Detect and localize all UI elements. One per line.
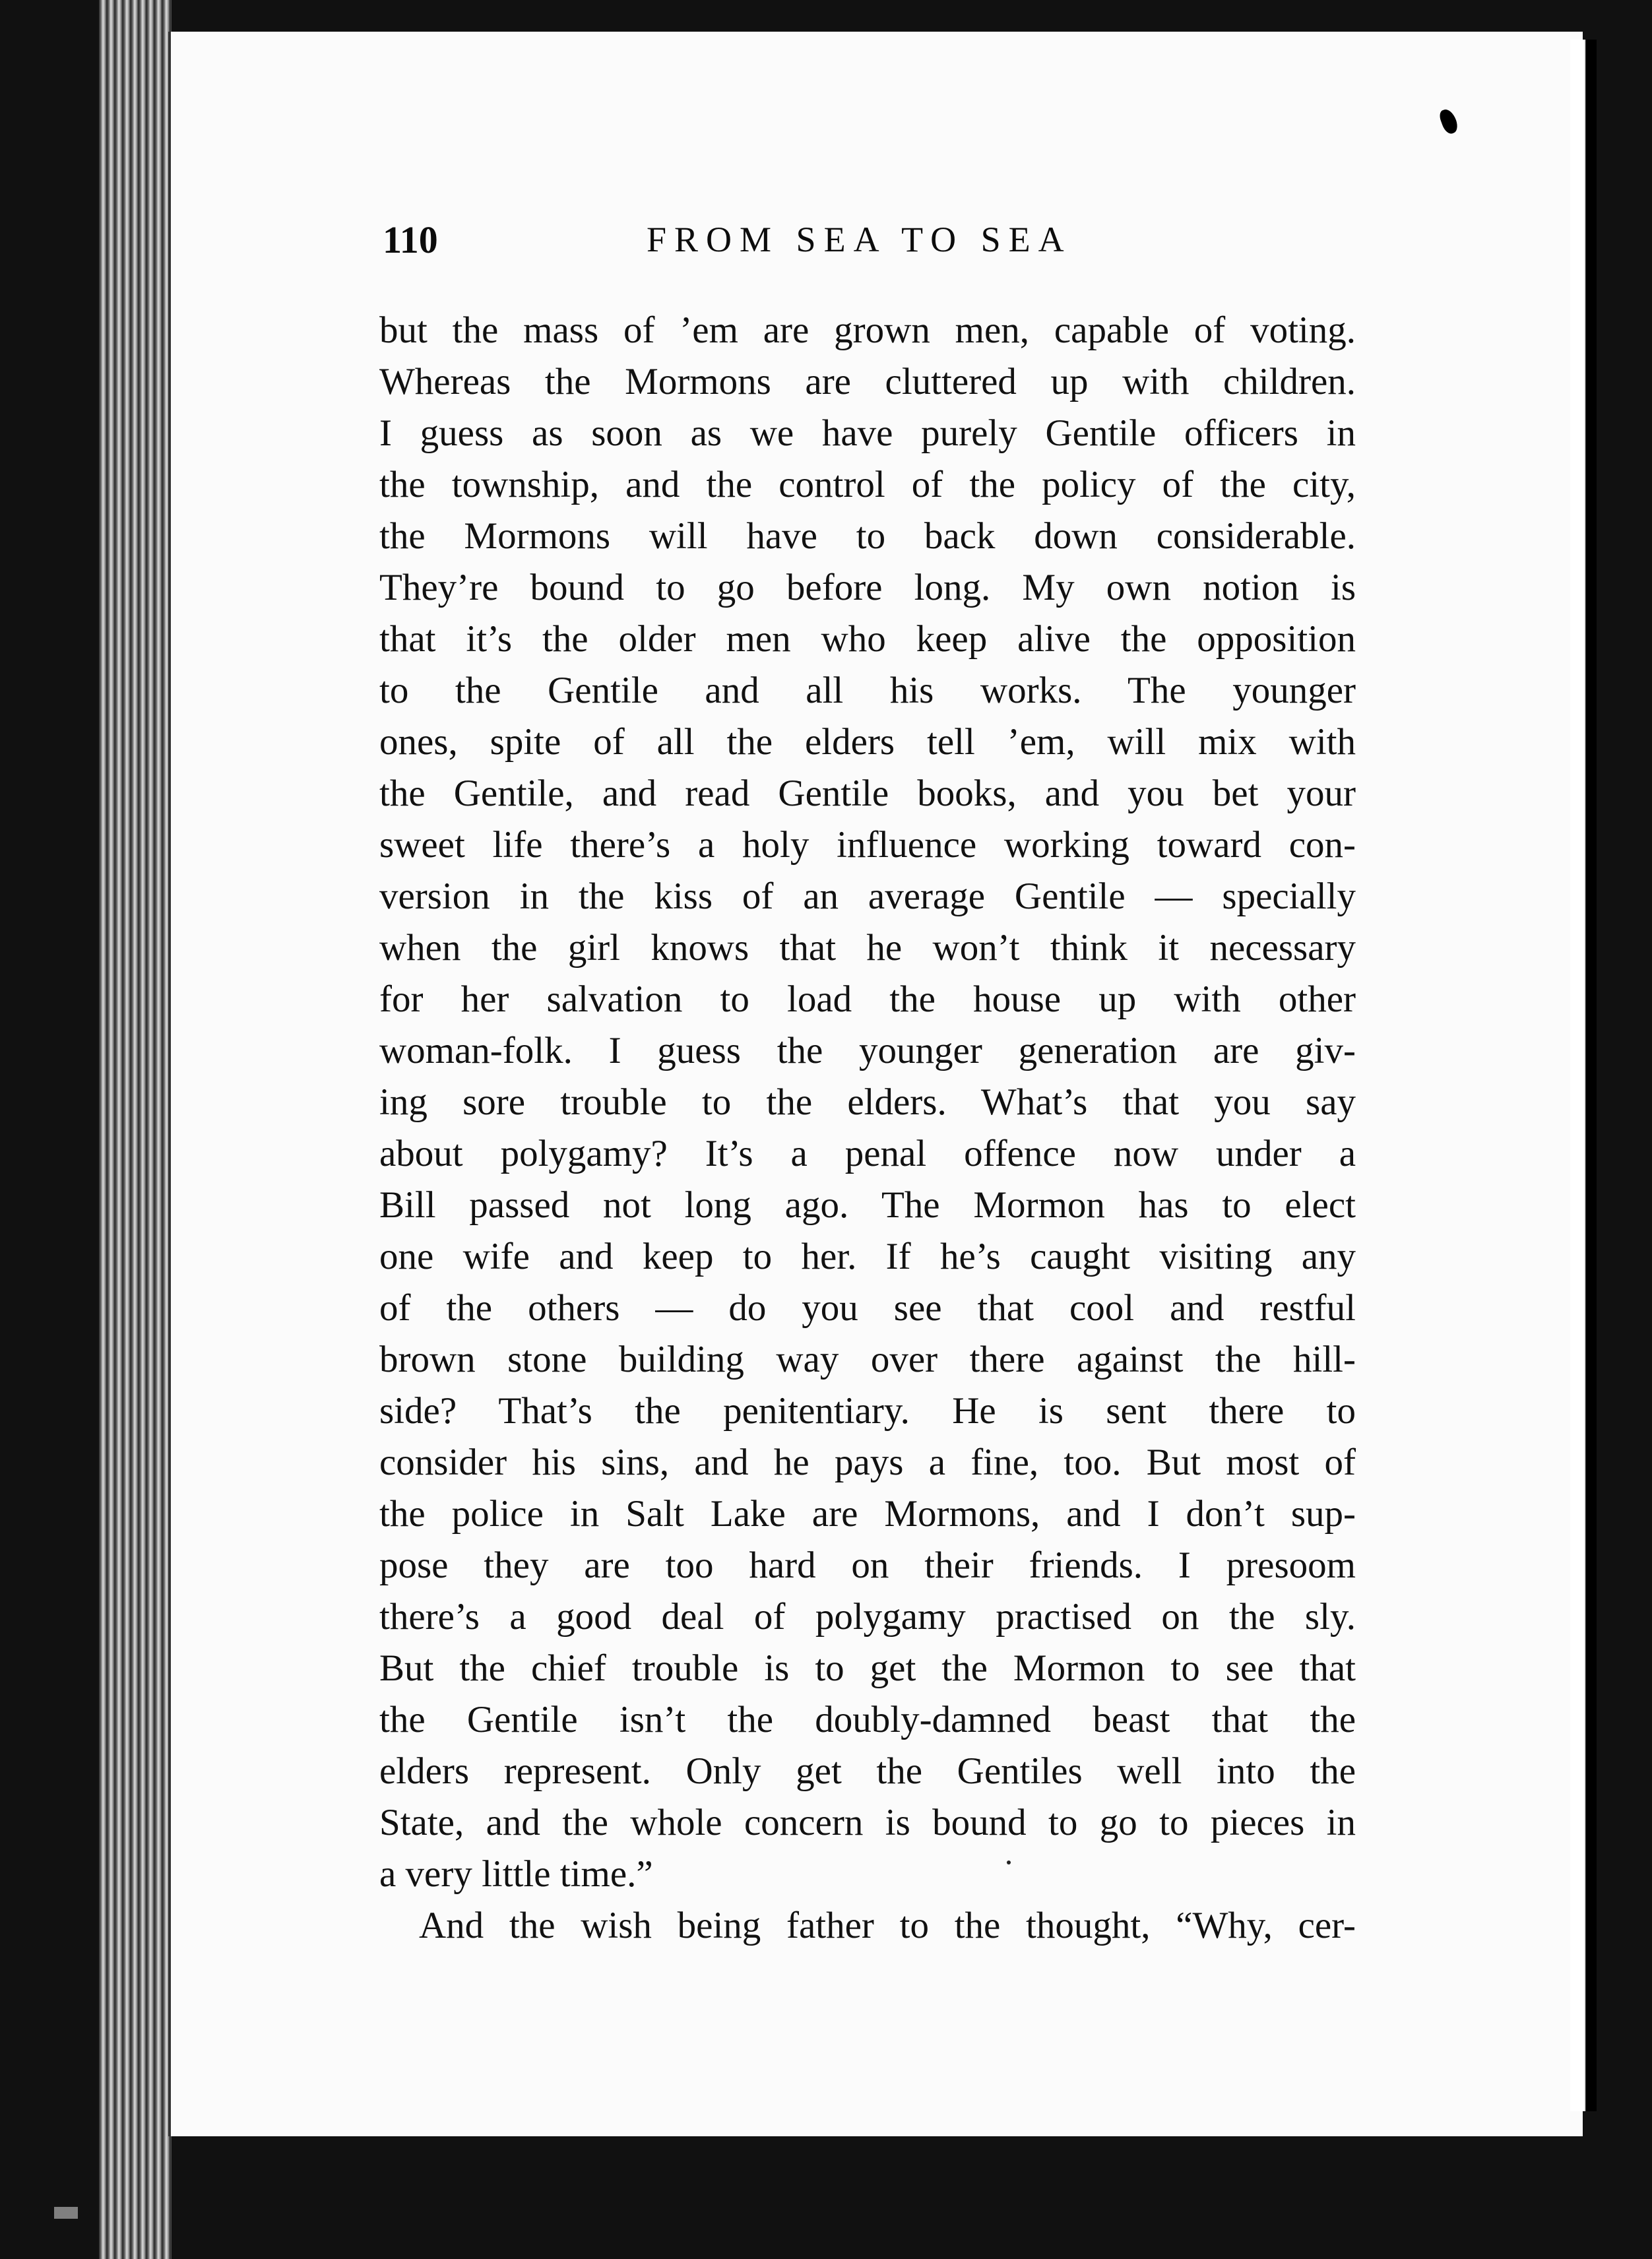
book-page-edges	[99, 0, 172, 2259]
text-line: They’re bound to go before long. My own notion is	[379, 567, 1356, 608]
text-line: But the chief trouble is to get the Mormon to see that	[379, 1647, 1356, 1689]
page-header	[383, 218, 1359, 270]
text-line: sweet life there’s a holy influence working toward con-	[379, 824, 1356, 866]
text-line: of the others — do you see that cool and restful	[379, 1287, 1356, 1329]
text-line: ones, spite of all the elders tell ’em, will mix with	[379, 721, 1356, 763]
text-line: I guess as soon as we have purely Gentile officers in	[379, 412, 1356, 454]
text-line: the Gentile isn’t the doubly-damned beast that the	[379, 1699, 1356, 1740]
text-line: the township, and the control of the policy of the city,	[379, 464, 1356, 505]
text-line: but the mass of ’em are grown men, capable of voting.	[379, 309, 1356, 351]
text-line: side? That’s the penitentiary. He is sent there to	[379, 1390, 1356, 1432]
text-line: to the Gentile and all his works. The younger	[379, 670, 1356, 711]
facing-page-edge	[1570, 40, 1597, 2111]
text-line: when the girl knows that he won’t think it necessary	[379, 927, 1356, 969]
text-line: one wife and keep to her. If he’s caught visiting any	[379, 1236, 1356, 1277]
text-line: brown stone building way over there against the hill-	[379, 1339, 1356, 1380]
text-line: consider his sins, and he pays a fine, too. But most of	[379, 1442, 1356, 1483]
text-line: State, and the whole concern is bound to go to pieces in	[379, 1802, 1356, 1843]
text-line: woman-folk. I guess the younger generation are giv-	[379, 1030, 1356, 1071]
text-line: that it’s the older men who keep alive the opposition	[379, 618, 1356, 660]
text-line: for her salvation to load the house up with other	[379, 978, 1356, 1020]
text-line: And the wish being father to the thought, “Why, cer-	[419, 1905, 1356, 1946]
text-line: a very little time.”	[379, 1853, 653, 1895]
text-line: there’s a good deal of polygamy practised on the sly.	[379, 1596, 1356, 1638]
page-number: 110	[383, 218, 438, 261]
running-title: FROM SEA TO SEA	[647, 220, 1072, 259]
text-line: Bill passed not long ago. The Mormon has to elect	[379, 1184, 1356, 1226]
body-text	[379, 305, 1356, 1952]
text-line: elders represent. Only get the Gentiles well into the	[379, 1750, 1356, 1792]
text-line: pose they are too hard on their friends. I presoom	[379, 1544, 1356, 1586]
text-line: about polygamy? It’s a penal offence now under a	[379, 1133, 1356, 1174]
text-line: the Mormons will have to back down considerable.	[379, 515, 1356, 557]
text-line: ing sore trouble to the elders. What’s that you say	[379, 1081, 1356, 1123]
text-line: the police in Salt Lake are Mormons, and I don’t sup-	[379, 1493, 1356, 1535]
text-line: Whereas the Mormons are cluttered up with children.	[379, 361, 1356, 402]
text-line: version in the kiss of an average Gentile — specially	[379, 875, 1356, 917]
scan-mark	[54, 2207, 78, 2219]
print-speck	[1007, 1861, 1011, 1864]
text-line: the Gentile, and read Gentile books, and you bet your	[379, 773, 1356, 814]
